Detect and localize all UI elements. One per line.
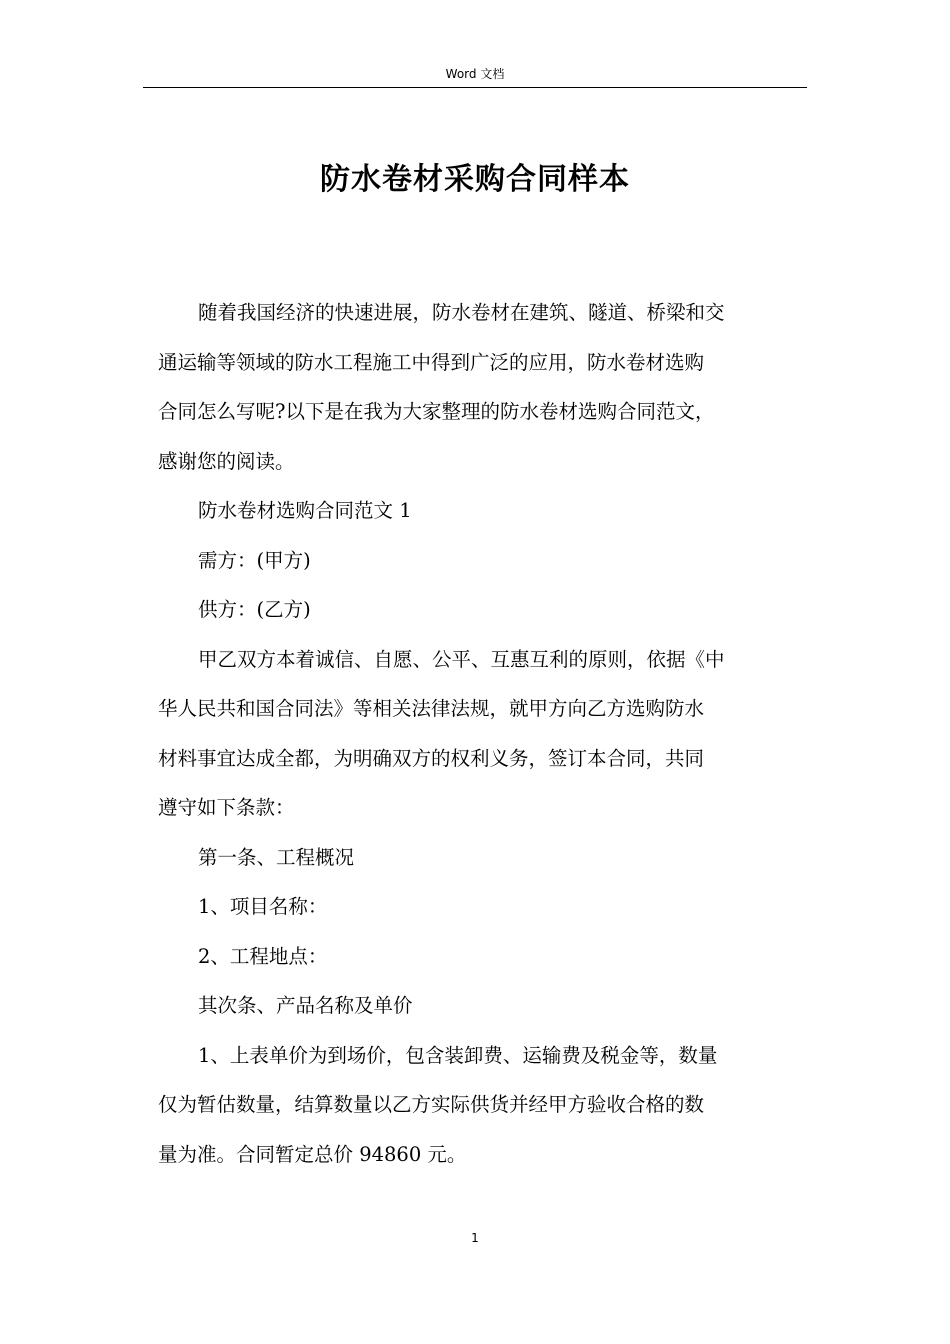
header-rule: [143, 87, 807, 88]
text-line: 其次条、产品名称及单价: [198, 994, 413, 1017]
paragraph-agreement: [158, 635, 804, 833]
text-line: 随着我国经济的快速进展，防水卷材在建筑、隧道、桥梁和交: [198, 301, 725, 324]
text-line: 合同怎么写呢?以下是在我为大家整理的防水卷材选购合同范文，: [158, 400, 715, 423]
text-line: 需方：(甲方): [198, 548, 311, 572]
paragraph-supplier: [178, 585, 804, 635]
paragraph-sample-heading: [178, 486, 804, 536]
paragraph-article-2: [178, 981, 804, 1031]
text-line: 第一条、工程概况: [198, 845, 355, 869]
text-line: 1、上表单价为到场价，包含装卸费、运输费及税金等，数量: [198, 1043, 718, 1067]
text-line: 华人民共和国合同法》等相关法律法规，就甲方向乙方选购防水: [158, 697, 705, 720]
text-line: 防水卷材选购合同范文 1: [198, 499, 412, 522]
text-line: 材料事宜达成全都，为明确双方的权利义务，签订本合同，共同: [158, 746, 705, 770]
text-line: 甲乙双方本着诚信、自愿、公平、互惠互利的原则，依据《中: [198, 647, 725, 671]
page-number: 1: [471, 1231, 479, 1245]
text-line: 感谢您的阅读。: [158, 449, 295, 473]
paragraph-project-name: [178, 882, 804, 932]
paragraph-article-1: [178, 833, 804, 883]
text-line: 2、工程地点：: [198, 944, 328, 968]
text-line: 遵守如下条款：: [158, 796, 295, 819]
text-line: 量为准。合同暂定总价 94860 元。: [158, 1142, 467, 1166]
document-title: 防水卷材采购合同样本: [320, 162, 630, 197]
paragraph-buyer: [178, 536, 804, 586]
text-line: 供方：(乙方): [198, 598, 311, 621]
document-body: [158, 288, 804, 1179]
paragraph-intro: [158, 288, 804, 486]
text-line: 1、项目名称：: [198, 895, 328, 918]
page-header: Word 文档: [445, 67, 505, 81]
text-line: 通运输等领域的防水工程施工中得到广泛的应用，防水卷材选购: [158, 350, 705, 374]
paragraph-project-location: [178, 932, 804, 982]
paragraph-price-terms: [158, 1031, 804, 1180]
text-line: 仅为暂估数量，结算数量以乙方实际供货并经甲方验收合格的数: [158, 1093, 705, 1116]
